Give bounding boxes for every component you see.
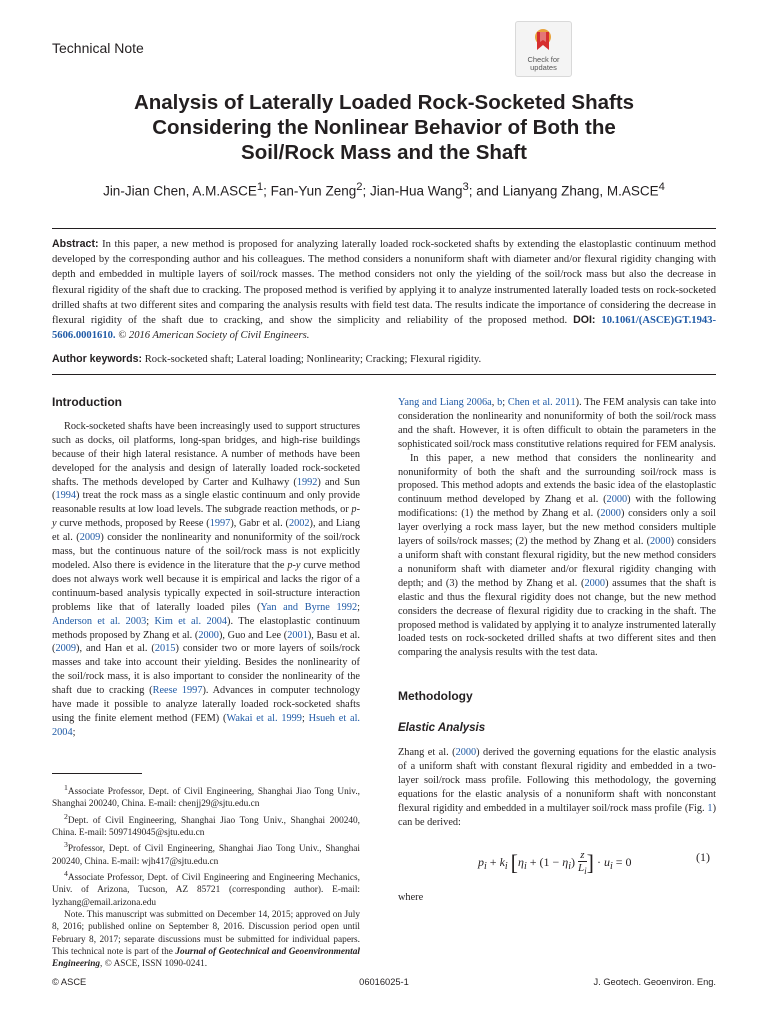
elastic-analysis-heading: Elastic Analysis xyxy=(398,722,486,735)
citation-link[interactable]: 1997 xyxy=(209,518,231,530)
journal-name: Journal of Geotechnical and Geoenvironmental Engineering xyxy=(52,946,360,970)
badge-line2: updates xyxy=(530,63,557,72)
author-name: ; and Lianyang Zhang, M.ASCE xyxy=(468,183,659,199)
abstract xyxy=(52,237,716,343)
keywords-label: Author keywords: xyxy=(52,353,143,365)
footnote-rule xyxy=(52,773,142,774)
author-affil: 1 xyxy=(256,181,264,193)
citation-link[interactable]: Anderson et al. 2003 xyxy=(52,615,147,627)
right-column xyxy=(398,396,716,905)
paper-title xyxy=(60,90,708,165)
paragraph: Zhang et al. (2000) derived the governing equations for the elastic analysis of a uniform shaft with constant flexural rigidity and embedded in a two-layer soil/rock mass profile. Following this methodology, the governing equations for the elastic analysis of a nonuniform shaft with nonconstant flexural rigidity and embedded in a multilayer soil/rock mass profile (Fig. 1) can be derived: xyxy=(398,747,716,828)
citation-link[interactable]: Reese 1997 xyxy=(152,685,203,697)
citation-link[interactable]: 2000 xyxy=(455,747,477,759)
citation-link[interactable]: 1992 xyxy=(296,476,318,488)
submission-note: Note. This manuscript was submitted on December 14, 2015; approved on July 8, 2016; published online on September 8, 2016. Discussion period open until February 8, 2017; separate discussions must be submitted for individual papers. This technical note is part of the Journal of Geotechnical and Geoenvironmental Engineering, © ASCE, ISSN 1090-0241. xyxy=(52,910,360,970)
citation-link[interactable]: 2015 xyxy=(154,643,176,655)
author-affil: 4 xyxy=(658,181,665,193)
doi-label: DOI: xyxy=(573,314,596,327)
where-label: where xyxy=(398,892,424,904)
keywords xyxy=(52,352,716,367)
equation-number: (1) xyxy=(696,850,710,865)
citation-link[interactable]: Wakai et al. 1999 xyxy=(226,712,302,724)
citation-link[interactable]: Yang and Liang 2006a xyxy=(398,397,492,408)
footnote: $^2$Dept. of Civil Engineering, Shanghai Jiao Tong Univ., Shanghai 200240, China. E-mail: 5097149045@sjtu.edu.cn xyxy=(52,811,360,839)
citation-link[interactable]: 1994 xyxy=(55,490,77,502)
keywords-text: Rock-socketed shaft; Lateral loading; Nonlinearity; Cracking; Flexural rigidity. xyxy=(144,354,482,365)
footnotes xyxy=(52,782,360,971)
citation-link[interactable]: 2000 xyxy=(606,494,628,506)
citation-link[interactable]: 2009 xyxy=(79,532,101,544)
equation-1 xyxy=(398,839,716,889)
badge-line1: Check for xyxy=(527,55,560,64)
page-id: 06016025-1 xyxy=(359,977,409,987)
footnote: $^4$Associate Professor, Dept. of Civil Engineering and Engineering Mechanics, Univ. of Arizona, Tucson, AZ 85721 (corresponding author). E-mail: lyzhang@email.arizona.edu xyxy=(52,869,360,908)
intro-paragraph: Rock-socketed shafts have been increasingly used to support structures such as docks, oil platforms, long-span bridges, and high-rise buildings because of their high lateral resistance. A number of methods have been developed for the analysis and design of laterally loaded rock-socketed shafts. The methods developed by Carter and Kulhawy (1992) and Sun (1994) treat the rock mass as a single elastic continuum and only provide reasonable results at low load levels. The subgrade reaction methods, or p-y curve methods, proposed by Reese (1997), Gabr et al. (2002), and Liang et al. (2009) consider the nonlinearity and nonuniformity of the soil/rock mass, but the continuous nature of the soil/rock mass is not explicitly modeled. Also there is evidence in the literature that the p-y curve method does not always work well because it is empirical and lacks the rigor of a continuum-based analysis typically expected in soil-structure interaction problems like that of laterally loaded piles (Yan and Byrne 1992; Anderson et al. 2003; Kim et al. 2004). The elastoplastic continuum methods proposed by Zhang et al. (2000), Guo and Lee (2001), Basu et al. (2009), and Han et al. (2015) consider two or more layers of soils/rock masses and take into account their yielding. Besides the nonlinearity of the soil/rock mass, it is also important to consider the nonlinearity of the shaft due to cracking (Reese 1997). Advances in computer technology have made it possible to analyze laterally loaded rock-socketed shafts using the finite element method (FEM) (Wakai et al. 1999; Hsueh et al. 2004; xyxy=(52,420,361,738)
intro-heading: Introduction xyxy=(52,395,122,409)
divider xyxy=(52,374,716,375)
title-line: Analysis of Laterally Loaded Rock-Socketed Shafts xyxy=(133,91,635,114)
italic-term: p-y xyxy=(52,504,360,530)
title-line: Soil/Rock Mass and the Shaft xyxy=(241,141,527,164)
footnote: $^3$Professor, Dept. of Civil Engineering, Shanghai Jiao Tong Univ., Shanghai 200240, China. E-mail: wjh417@sjtu.edu.cn xyxy=(52,840,360,867)
author-name: Jin-Jian Chen, A.M.ASCE xyxy=(103,183,257,199)
paragraph: In this paper, a new method that considers the nonlinearity and nonuniformity of both the shaft and the surrounding soil/rock mass is proposed. This method adopts and extends the basic idea of the elastoplastic continuum method developed by Zhang et al. (2000) with the following modifications: (1) the method by Zhang et al. (2000) considers only a soil layer overlying a rock mass layer, but the new method considers multiple layers of soils/rock masses; (2) the method by Zhang et al. (2000) considers a uniform shaft with constant flexural rigidity, but the new method considers a nonuniform shaft with diameter and/or flexural rigidity changing with depth; and (3) the method by Zhang et al. (2000) assumes that the shaft is elastic and thus the flexural rigidity does not change, but the new method considers the decrease of flexural rigidity due to cracking in the shaft. The proposed method is validated by applying it to analyze instrumented laterally loaded tests on rock-socketed drilled shafts at two different sites and then comparing the analysis results with the test data. xyxy=(398,452,716,659)
title-line: Considering the Nonlinear Behavior of Both the xyxy=(152,116,616,139)
footnote: $^1$Associate Professor, Dept. of Civil Engineering, Shanghai Jiao Tong Univ., Shanghai 200240, China. E-mail: chenjj29@sjtu.edu.cn xyxy=(52,783,360,810)
journal-abbrev: J. Geotech. Geoenviron. Eng. xyxy=(593,977,716,987)
methodology-heading: Methodology xyxy=(398,689,473,704)
divider xyxy=(52,228,716,229)
paragraph: Yang and Liang 2006a, b; Chen et al. 2011). The FEM analysis can take into consideration the nonlinearity and nonuniformity of both the soil/rock mass and the shaft. However, it is often difficult to obtain the parameters in the sophisticated soil/rock mass constitutive relations required for FEM analysis. xyxy=(398,397,717,450)
section-label: Technical Note xyxy=(52,40,144,56)
author-affil: 3 xyxy=(462,181,469,193)
author-list xyxy=(40,181,728,199)
citation-link[interactable]: 2000 xyxy=(198,629,219,641)
abstract-label: Abstract: xyxy=(52,238,99,250)
doi-link[interactable]: 10.1061/(ASCE)GT.1943-5606.0001610. xyxy=(52,315,716,342)
citation-link[interactable]: 1 xyxy=(707,802,713,814)
citation-link[interactable]: Hsueh et al. 2004 xyxy=(52,712,361,738)
citation-link[interactable]: 2001 xyxy=(287,629,308,641)
left-column xyxy=(52,396,360,740)
author-affil: 2 xyxy=(356,181,363,193)
copyright: © 2016 American Society of Civil Engineers. xyxy=(118,330,310,342)
author-name: ; Jian-Hua Wang xyxy=(362,183,463,199)
citation-link[interactable]: b xyxy=(497,397,503,408)
footer-left: © ASCE xyxy=(52,977,87,987)
italic-term: p-y xyxy=(287,559,301,571)
abstract-text: In this paper, a new method is proposed for analyzing laterally loaded rock-socketed shafts by extending the elastoplastic continuum method developed by the corresponding author and his colleagues. The method considers a nonuniform shaft with diameter and/or flexural rigidity changing with depth and embedded in multiple layers of soil/rock masses. The method considers not only the yielding of the soil/rock mass but also the decrease in flexural rigidity of the shaft due to cracking. The proposed method is verified by applying it to analyze instrumented laterally loaded tests on rock-socketed drilled shafts at two different sites and comparing the analysis results with field test data. The results indicate the importance of considering the decrease in flexural rigidity of the shaft due to cracking, and show the simplicity and reliability of the proposed method. xyxy=(52,239,716,327)
author-name: ; Fan-Yun Zeng xyxy=(263,183,357,199)
badge-text xyxy=(516,56,571,72)
bookmark-icon xyxy=(533,28,553,52)
citation-link[interactable]: Chen et al. 2011 xyxy=(507,397,576,408)
citation-link[interactable]: 2002 xyxy=(288,518,310,530)
citation-link[interactable]: 2009 xyxy=(55,643,77,655)
citation-link[interactable]: 2000 xyxy=(584,577,606,589)
citation-link[interactable]: 2000 xyxy=(650,536,671,548)
equation-body: $p_i + k_i$ [$\eta_i + (1 - \eta_i)$ $\frac{z}{L_i}$ ] · $u_i = 0$ xyxy=(478,849,632,877)
citation-link[interactable]: Yan and Byrne 1992 xyxy=(260,601,358,613)
citation-link[interactable]: Kim et al. 2004 xyxy=(154,615,228,627)
check-for-updates-badge[interactable] xyxy=(515,21,572,77)
citation-link[interactable]: 2000 xyxy=(600,508,621,520)
